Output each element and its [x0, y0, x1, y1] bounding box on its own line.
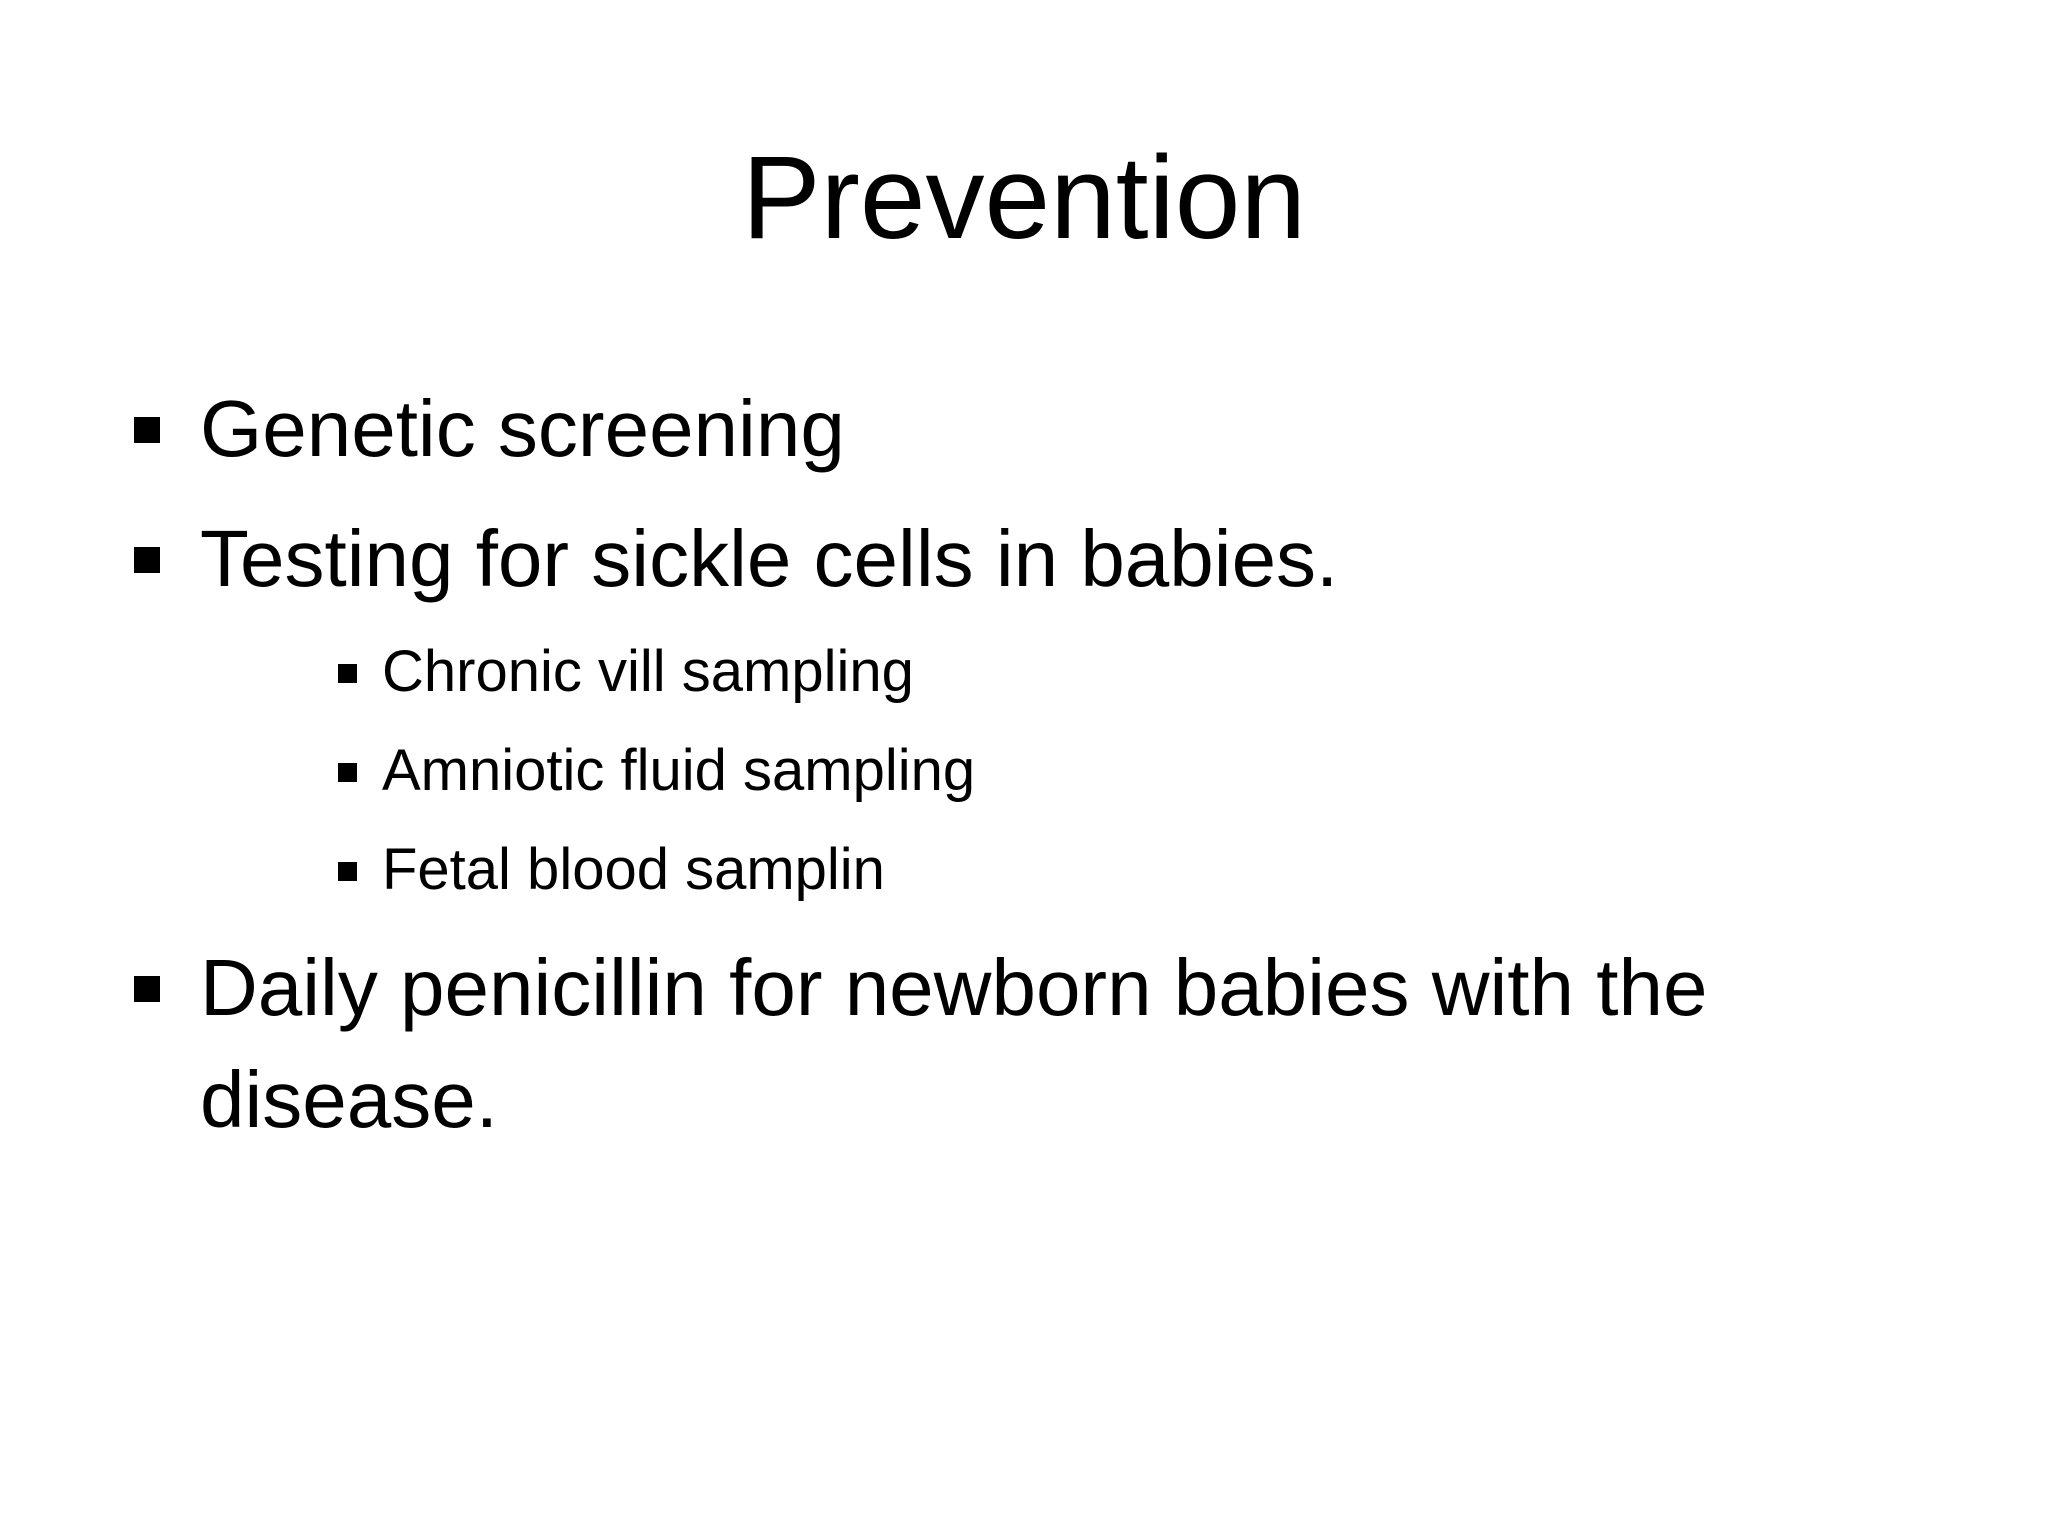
sub-bullet-item — [382, 731, 1782, 811]
sub-bullet-item — [382, 632, 1782, 712]
slide-title: Prevention — [741, 132, 1307, 264]
square-bullet-icon — [338, 664, 357, 683]
square-bullet-icon — [338, 763, 357, 782]
sub-bullet-text: Fetal blood samplin — [382, 837, 885, 902]
sub-bullet-text: Chronic vill sampling — [382, 639, 914, 704]
bullet-text: Daily penicillin for newborn babies with the disease. — [200, 943, 1708, 1144]
bullet-item — [200, 373, 1880, 485]
bullet-item — [200, 503, 1880, 615]
sub-bullet-item — [382, 830, 1782, 910]
square-bullet-icon — [134, 417, 160, 443]
bullet-text: Testing for sickle cells in babies. — [200, 514, 1339, 603]
bullet-item — [200, 932, 1880, 1156]
sub-bullet-text: Amniotic fluid sampling — [382, 738, 976, 803]
square-bullet-icon — [338, 862, 357, 881]
square-bullet-icon — [134, 976, 160, 1002]
bullet-text: Genetic screening — [200, 384, 845, 473]
square-bullet-icon — [134, 547, 160, 573]
